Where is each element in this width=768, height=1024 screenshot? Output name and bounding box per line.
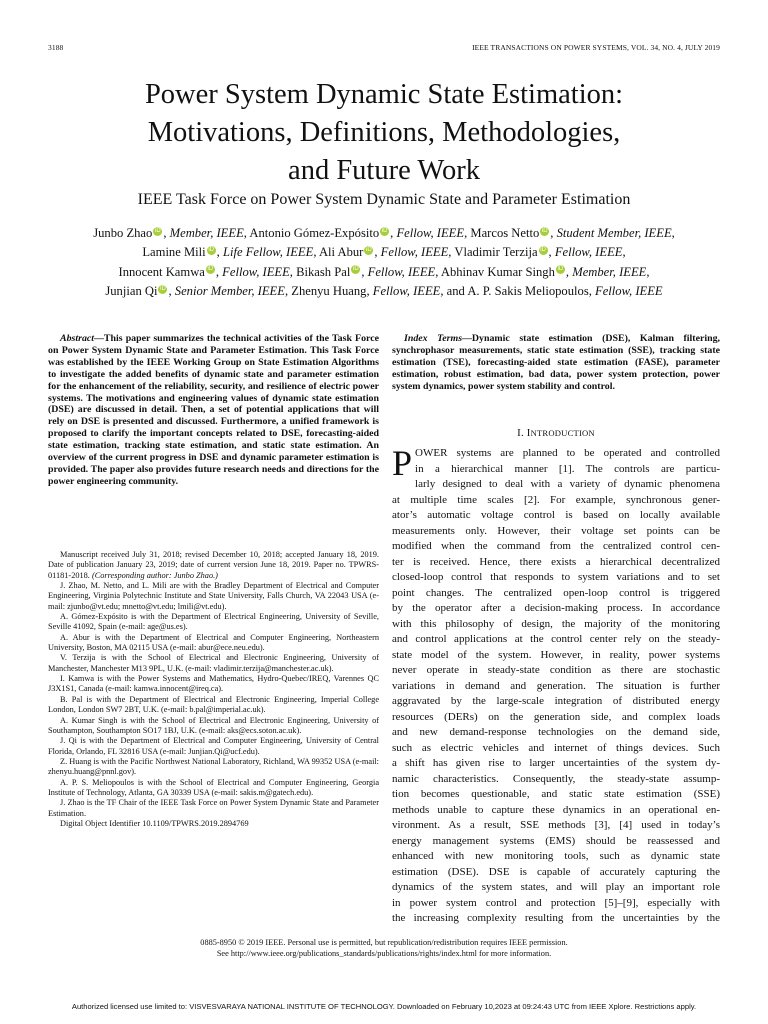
author-role: Fellow, IEEE [595,283,663,298]
footnote: Z. Huang is with the Pacific Northwest National Laboratory, Richland, WA 99352 USA (e-mail: zhenyu.huang@pnnl.gov). [48,756,379,777]
text-line: measurements only. However, their voltage set points can be [392,524,720,537]
text-line: state model of the system. However, in reality, power systems [392,648,720,661]
author-role: Member, IEEE [169,226,244,240]
orcid-icon[interactable]: iD [381,227,388,234]
author-role: Student Member, IEEE [556,226,672,240]
text-line: never operate in steady-state condition as there are stochastic [392,664,720,676]
section-title-rest: NTRODUCTION [530,428,595,438]
author-line: Junbo Zhao iD , Member, IEEE, Antonio Gómez-Expósito iD , Fellow, IEEE, Marcos Netto iD , Student Member, IEEE, [93,226,675,240]
text-line: a shift has given rise to larger uncertainties of the system dy- [392,757,720,769]
text-line: variations in demand and generation. The situation is further [392,679,720,692]
text-line: closed-loop control that responds to system variations and to set [392,571,720,583]
footnote-text: Manuscript received July 31, 2018; revised December 10, 2018; accepted January 18, 2019. Date of publication January 23, 2019; date of current version June 18, 2019. Paper no. TPWRS-01181-2018. [48,550,379,580]
text-line: point changes. The centralized open-loop control is triggered [392,586,720,599]
copyright-notice [40,937,728,959]
author-role: Senior Member, IEEE [174,283,285,298]
footnotes [48,550,379,829]
text-line: in a hierarchical manner [1]. The controls are particu- [415,462,720,475]
abstract [48,333,379,488]
text-line: OWER systems are planned to be operated and controlled [415,447,720,459]
orcid-icon[interactable]: iD [207,266,214,273]
author-name: Junbo Zhao [93,226,153,240]
footnote: J. Qi is with the Department of Electrical and Computer Engineering, University of Central Florida, Orlando, FL 32816 USA (e-mail: Junjian.Qi@ucf.edu). [48,736,379,756]
text-line: aggravated by the large-scale integration of distributed energy [392,695,720,707]
text-line: such as electric vehicles and internet of things devices. Such [392,741,720,754]
author-line: Lamine Mili iD , Life Fellow, IEEE, Ali Abur iD , Fellow, IEEE, Vladimir Terzija iD , Fellow, IEEE, [142,245,626,260]
footnote [48,550,379,581]
text-line: estimation (DSE). DSE is capable of accurately capturing the [392,865,720,878]
footnote: B. Pal is with the Department of Electrical and Electronic Engineering, Imperial College London, London SW7 2BT, U.K. (e-mail: b.pal@imperial.ac.uk). [48,694,379,715]
author-line: Junjian Qi iD , Senior Member, IEEE, Zhenyu Huang, Fellow, IEEE, and A. P. Sakis Meliopoulos, Fellow, IEEE [105,283,663,298]
orcid-icon[interactable]: iD [160,285,166,292]
abstract-label: Abstract [60,333,95,344]
section-title-cap: I [526,427,531,439]
text-line: and control applications at the control center rely on the steady- [392,633,720,645]
author-role: Fellow, IEEE [372,283,441,298]
text-line: dynamics of the system states, and will play an important role [392,881,720,893]
author-role: Fellow, IEEE [554,245,623,260]
text-line: energy management systems (EMS) should be reassessed and [392,834,720,847]
orcid-icon[interactable]: iD [154,227,161,234]
author-role: Member, IEEE [572,264,647,279]
text-line: the increasing complexity resulting from the uncertainties by the [392,912,720,924]
footnote: A. Abur is with the Department of Electrical and Computer Engineering, Northeastern University, Boston, MA 02115 USA (e-mail: abur@ece.neu.edu). [48,632,379,653]
author-role: Fellow, IEEE [367,264,436,279]
author-name: Abhinav Kumar Singh [440,264,555,279]
author-name: Vladimir Terzija [454,245,538,260]
index-terms [392,333,720,393]
page-number: 3188 [48,43,64,52]
text-line: modified when the command from the centralized control cen- [392,540,720,552]
footnote: A. P. S. Meliopoulos is with the School of Electrical and Computer Engineering, Georgia Institute of Technology, Atlanta, GA 30339 USA (e-mail: sakis.m@gatech.edu). [48,777,379,797]
corresponding-author: (Corresponding author: Junbo Zhao.) [91,570,218,580]
authorized-use-notice: Authorized licensed use limited to: VISVESVARAYA NATIONAL INSTITUTE OF TECHNOLOGY. Downloaded on February 10,2023 at 09:24:43 UTC from IEEE Xplore. Restrictions apply. [71,1002,697,1011]
text-line: resources (DERs) on the generation side, and complex loads [392,710,720,723]
orcid-icon[interactable]: iD [366,247,372,254]
text-line: by the operator after a decision-making process. In accordance [392,602,720,614]
author-role: Life Fellow, IEEE [222,245,314,260]
author-name: Marcos Netto [470,226,540,240]
task-force-name: IEEE Task Force on Power System Dynamic State and Parameter Estimation [137,191,631,208]
orcid-icon[interactable]: iD [352,266,359,273]
introduction-lines [392,443,720,927]
author-line: Innocent Kamwa iD , Fellow, IEEE, Bikash Pal iD , Fellow, IEEE, Abhinav Kumar Singh iD , Member, IEEE, [118,264,650,279]
drop-cap: P [392,443,413,483]
author-name: Ali Abur [318,245,364,260]
text-line: ator’s automatic voltage control is based on locally available [392,509,720,521]
author-name: Antonio Gómez-Expósito [249,226,380,240]
text-line: larly designed to deal with a variety of dynamic phenomena [415,478,720,490]
footnote: J. Zhao is the TF Chair of the IEEE Task Force on Power System Dynamic State and Parameter Estimation. [48,798,379,818]
author-role: Fellow, IEEE [222,264,290,279]
orcid-icon[interactable]: iD [541,227,548,234]
text-line: with this philosophy of design, the majority of the monitoring [392,617,720,630]
text-line: tion becomes questionable, and static state estimation (SSE) [392,788,720,800]
text-line: and new demand-response technologies on the demand side, [392,726,720,738]
index-terms-text: —Dynamic state estimation (DSE), Kalman filtering, synchrophasor measurements, static state estimation (SSE), tracking state estimation (TSE), forecasting-aided state estimation (FASE), parameter estimation, robust estimation, bad data, power system protection, power system dynamics, power system stability and control. [392,333,720,392]
author-list [40,224,728,301]
text-line: in power system control and protection [5]–[9], especially with [392,896,720,909]
orcid-icon[interactable]: iD [208,247,214,254]
footnote: A. Gómez-Expósito is with the Department of Electrical Engineering, University of Seville, Seville 41092, Spain (e-mail: age@us.es). [48,612,379,632]
author-name: Bikash Pal [296,264,351,279]
abstract-text: —This paper summarizes the technical activities of the Task Force on Power System Dynamic State and Parameter Estimation. This Task Force was established by the IEEE Working Group on State Estimation Algorithms to investigate the added benefits of dynamic state and parameter estimation for the enhancement of the reliability, security, and resilience of electric power systems. The motivations and engineering values of dynamic state estimation (DSE) are discussed in detail. Then, a set of potential applications that will rely on DSE is presented and discussed. Furthermore, a unified framework is proposed to clarify the important concepts related to DSE, forecasting-aided state estimation, tracking state estimation, and static state estimation. An overview of the current progress in DSE and dynamic parameter estimation is provided. The paper also provides future research needs and directions for the power engineering community. [48,333,379,487]
text-line: namic characteristics. Consequently, the steady-state assump- [392,772,720,785]
text-line: at multiple time scales [2]. For example, synchronous gener- [392,493,720,506]
author-name: Junjian Qi [105,283,158,298]
author-role: Fellow, IEEE [380,245,449,260]
title-line: Motivations, Definitions, Methodologies, [147,117,621,148]
author-name: Lamine Mili [142,245,206,260]
footnote: I. Kamwa is with the Power Systems and Mathematics, Hydro-Quebec/IREQ, Varennes QC J3X1S1, Canada (e-mail: kamwa.innocent@ireq.ca). [48,674,379,694]
text-line: vironment. As a result, SSE methods [3], [4] used in today’s [392,819,720,831]
copyright-line: See http://www.ieee.org/publications_standards/publications/rights/index.html for more information. [216,949,552,958]
index-terms-label: Index Terms [404,333,463,344]
paper-title [40,76,728,190]
footnote: V. Terzija is with the School of Electrical and Electronic Engineering, University of Manchester, Manchester M13 9PL, U.K. (e-mail: vladimir.terzija@manchester.ac.uk). [48,653,379,673]
text-line: enhanced with new monitoring tools, such as dynamic state [392,850,720,862]
copyright-line: 0885-8950 © 2019 IEEE. Personal use is permitted, but republication/redistribution requires IEEE permission. [200,938,568,947]
author-name: A. P. Sakis Meliopoulos [467,283,589,298]
section-heading [392,427,720,439]
title-line: Power System Dynamic State Estimation: [144,79,624,110]
author-name: Innocent Kamwa [118,264,205,279]
introduction-body [392,443,720,927]
orcid-icon[interactable]: iD [540,247,546,254]
author-name: Zhenyu Huang [291,283,367,298]
orcid-icon[interactable]: iD [557,266,564,273]
title-line: and Future Work [288,155,480,186]
text-line: ter is received. Hence, there exists a hierarchical decentralized [392,555,720,568]
footnote: J. Zhao, M. Netto, and L. Mili are with the Bradley Department of Electrical and Computer Engineering, Virginia Polytechnic Institute and State University, Falls Church, VA 22043 USA (e-mail: zjunbo@vt.edu; mnetto@vt.edu; lmili@vt.edu). [48,581,379,611]
author-role: Fellow, IEEE [396,226,465,240]
journal-header: IEEE TRANSACTIONS ON POWER SYSTEMS, VOL. 34, NO. 4, JULY 2019 [472,43,720,52]
footnote: A. Kumar Singh is with the School of Electrical and Electronic Engineering, University of Southampton, Southampton SO17 1BJ, U.K. (e-mail: aks@ecs.soton.ac.uk). [48,715,379,735]
section-number: I. [517,427,527,439]
doi[interactable]: Digital Object Identifier 10.1109/TPWRS.2019.2894769 [60,818,249,828]
text-line: methods unable to capture these dynamics in an operational en- [392,803,720,816]
